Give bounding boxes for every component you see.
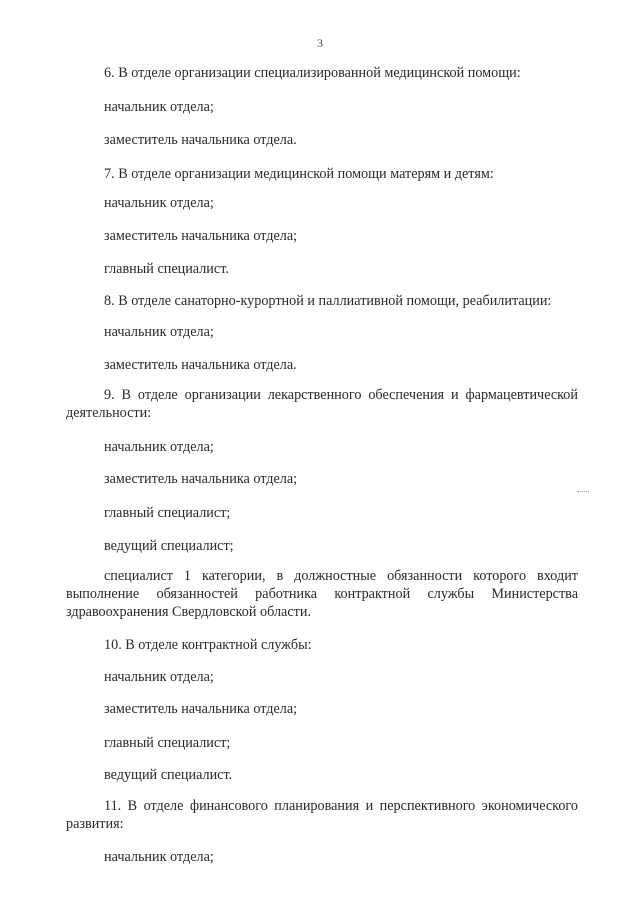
list-item: заместитель начальника отдела. xyxy=(104,132,297,148)
scan-artifact xyxy=(577,491,589,493)
section-9-heading: 9. В отделе организации лекарственного обеспечения и фармацевтической деятельности: xyxy=(66,387,578,421)
list-item: начальник отдела; xyxy=(104,99,214,115)
list-item: заместитель начальника отдела. xyxy=(104,357,297,373)
list-item-paragraph: специалист 1 категории, в должностные обязанности которого входит выполнение обязанностей работника контрактной службы Министерства здравоохранения Свердловской области. xyxy=(66,568,578,620)
list-item: ведущий специалист. xyxy=(104,767,233,783)
list-item: начальник отдела; xyxy=(104,324,214,340)
list-item: начальник отдела; xyxy=(104,195,214,211)
section-6-heading: 6. В отделе организации специализированной медицинской помощи: xyxy=(104,65,521,81)
list-item: ведущий специалист; xyxy=(104,538,234,554)
page-number: 3 xyxy=(317,36,323,50)
list-item: заместитель начальника отдела; xyxy=(104,471,298,487)
section-8-heading: 8. В отделе санаторно-курортной и паллиативной помощи, реабилитации: xyxy=(104,293,552,309)
list-item: главный специалист; xyxy=(104,735,231,751)
list-item: начальник отдела; xyxy=(104,669,214,685)
list-item: главный специалист. xyxy=(104,261,229,277)
list-item: начальник отдела; xyxy=(104,849,214,865)
list-item: главный специалист; xyxy=(104,505,231,521)
section-7-heading: 7. В отделе организации медицинской помощи матерям и детям: xyxy=(104,166,494,182)
section-11-heading: 11. В отделе финансового планирования и перспективного экономического развития: xyxy=(66,798,578,832)
list-item: заместитель начальника отдела; xyxy=(104,228,298,244)
section-10-heading: 10. В отделе контрактной службы: xyxy=(104,637,312,653)
list-item: начальник отдела; xyxy=(104,439,214,455)
list-item: заместитель начальника отдела; xyxy=(104,701,298,717)
